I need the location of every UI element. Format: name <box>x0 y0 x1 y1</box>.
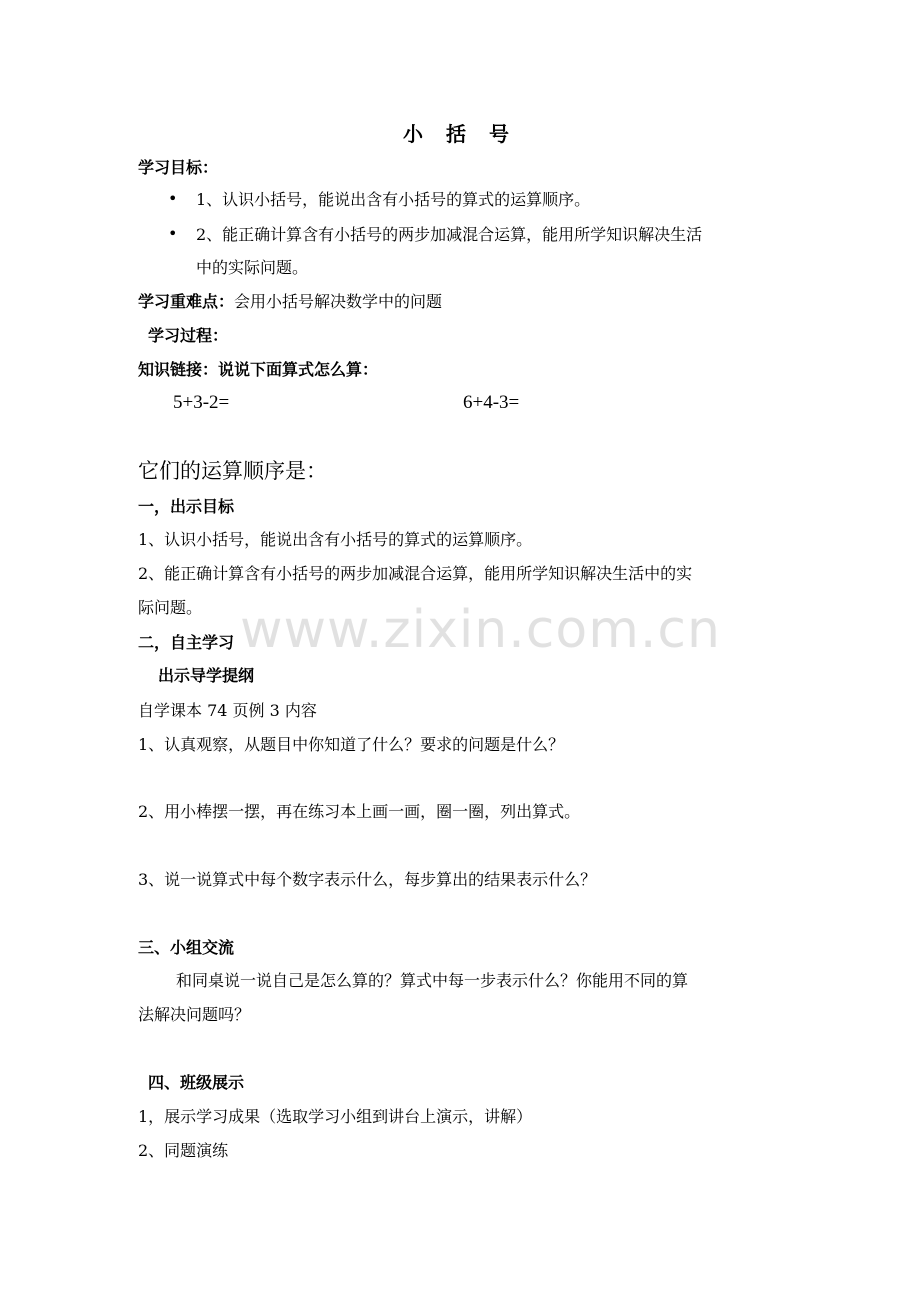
section1-line-3: 际问题。 <box>138 598 203 617</box>
order-text: 它们的运算顺序是： <box>138 459 327 483</box>
watermark: www.zixin.com.cn <box>240 600 721 660</box>
goal-item-2-continued: 中的实际问题。 <box>196 258 309 277</box>
goal-item-1: 1、认识小括号，能说出含有小括号的算式的运算顺序。 <box>196 190 591 209</box>
section2-line-2: 1、认真观察，从题目中你知道了什么？要求的问题是什么？ <box>138 735 565 754</box>
section2-subheading: 出示导学提纲 <box>158 666 255 685</box>
section3-line-1: 和同桌说一说自己是怎么算的？算式中每一步表示什么？你能用不同的算 <box>176 971 689 990</box>
document-title: 小 括 号 <box>403 122 517 146</box>
bullet-icon: • <box>168 189 178 208</box>
section1-line-2: 2、能正确计算含有小括号的两步加减混合运算，能用所学知识解决生活中的实 <box>138 564 693 583</box>
key-points-text: 会用小括号解决数学中的问题 <box>234 292 443 311</box>
section4-heading: 四、班级展示 <box>148 1073 245 1092</box>
section2-line-4: 3、说一说算式中每个数字表示什么，每步算出的结果表示什么？ <box>138 870 597 889</box>
section1-line-1: 1、认识小括号，能说出含有小括号的算式的运算顺序。 <box>138 530 533 549</box>
section1-heading: 一，出示目标 <box>138 497 235 516</box>
section2-line-1: 自学课本 74 页例 3 内容 <box>138 701 317 720</box>
key-points-label: 学习重难点： <box>138 292 235 311</box>
formula-2: 6+4-3= <box>463 392 520 413</box>
process-heading: 学习过程： <box>148 326 229 345</box>
goals-heading: 学习目标： <box>138 158 219 177</box>
bullet-icon: • <box>168 224 178 243</box>
section4-line-1: 1，展示学习成果（选取学习小组到讲台上演示，讲解） <box>138 1107 533 1126</box>
section3-heading: 三、小组交流 <box>138 938 235 957</box>
section3-line-2: 法解决问题吗？ <box>138 1005 251 1024</box>
section4-line-2: 2、同题演练 <box>138 1141 229 1160</box>
formula-1: 5+3-2= <box>173 392 230 413</box>
section2-line-3: 2、用小棒摆一摆，再在练习本上画一画，圈一圈，列出算式。 <box>138 802 581 821</box>
section2-heading: 二，自主学习 <box>138 633 235 652</box>
key-points <box>138 291 442 313</box>
knowledge-link: 知识链接：说说下面算式怎么算： <box>138 360 379 379</box>
goal-item-2: 2、能正确计算含有小括号的两步加减混合运算，能用所学知识解决生活 <box>196 225 703 244</box>
